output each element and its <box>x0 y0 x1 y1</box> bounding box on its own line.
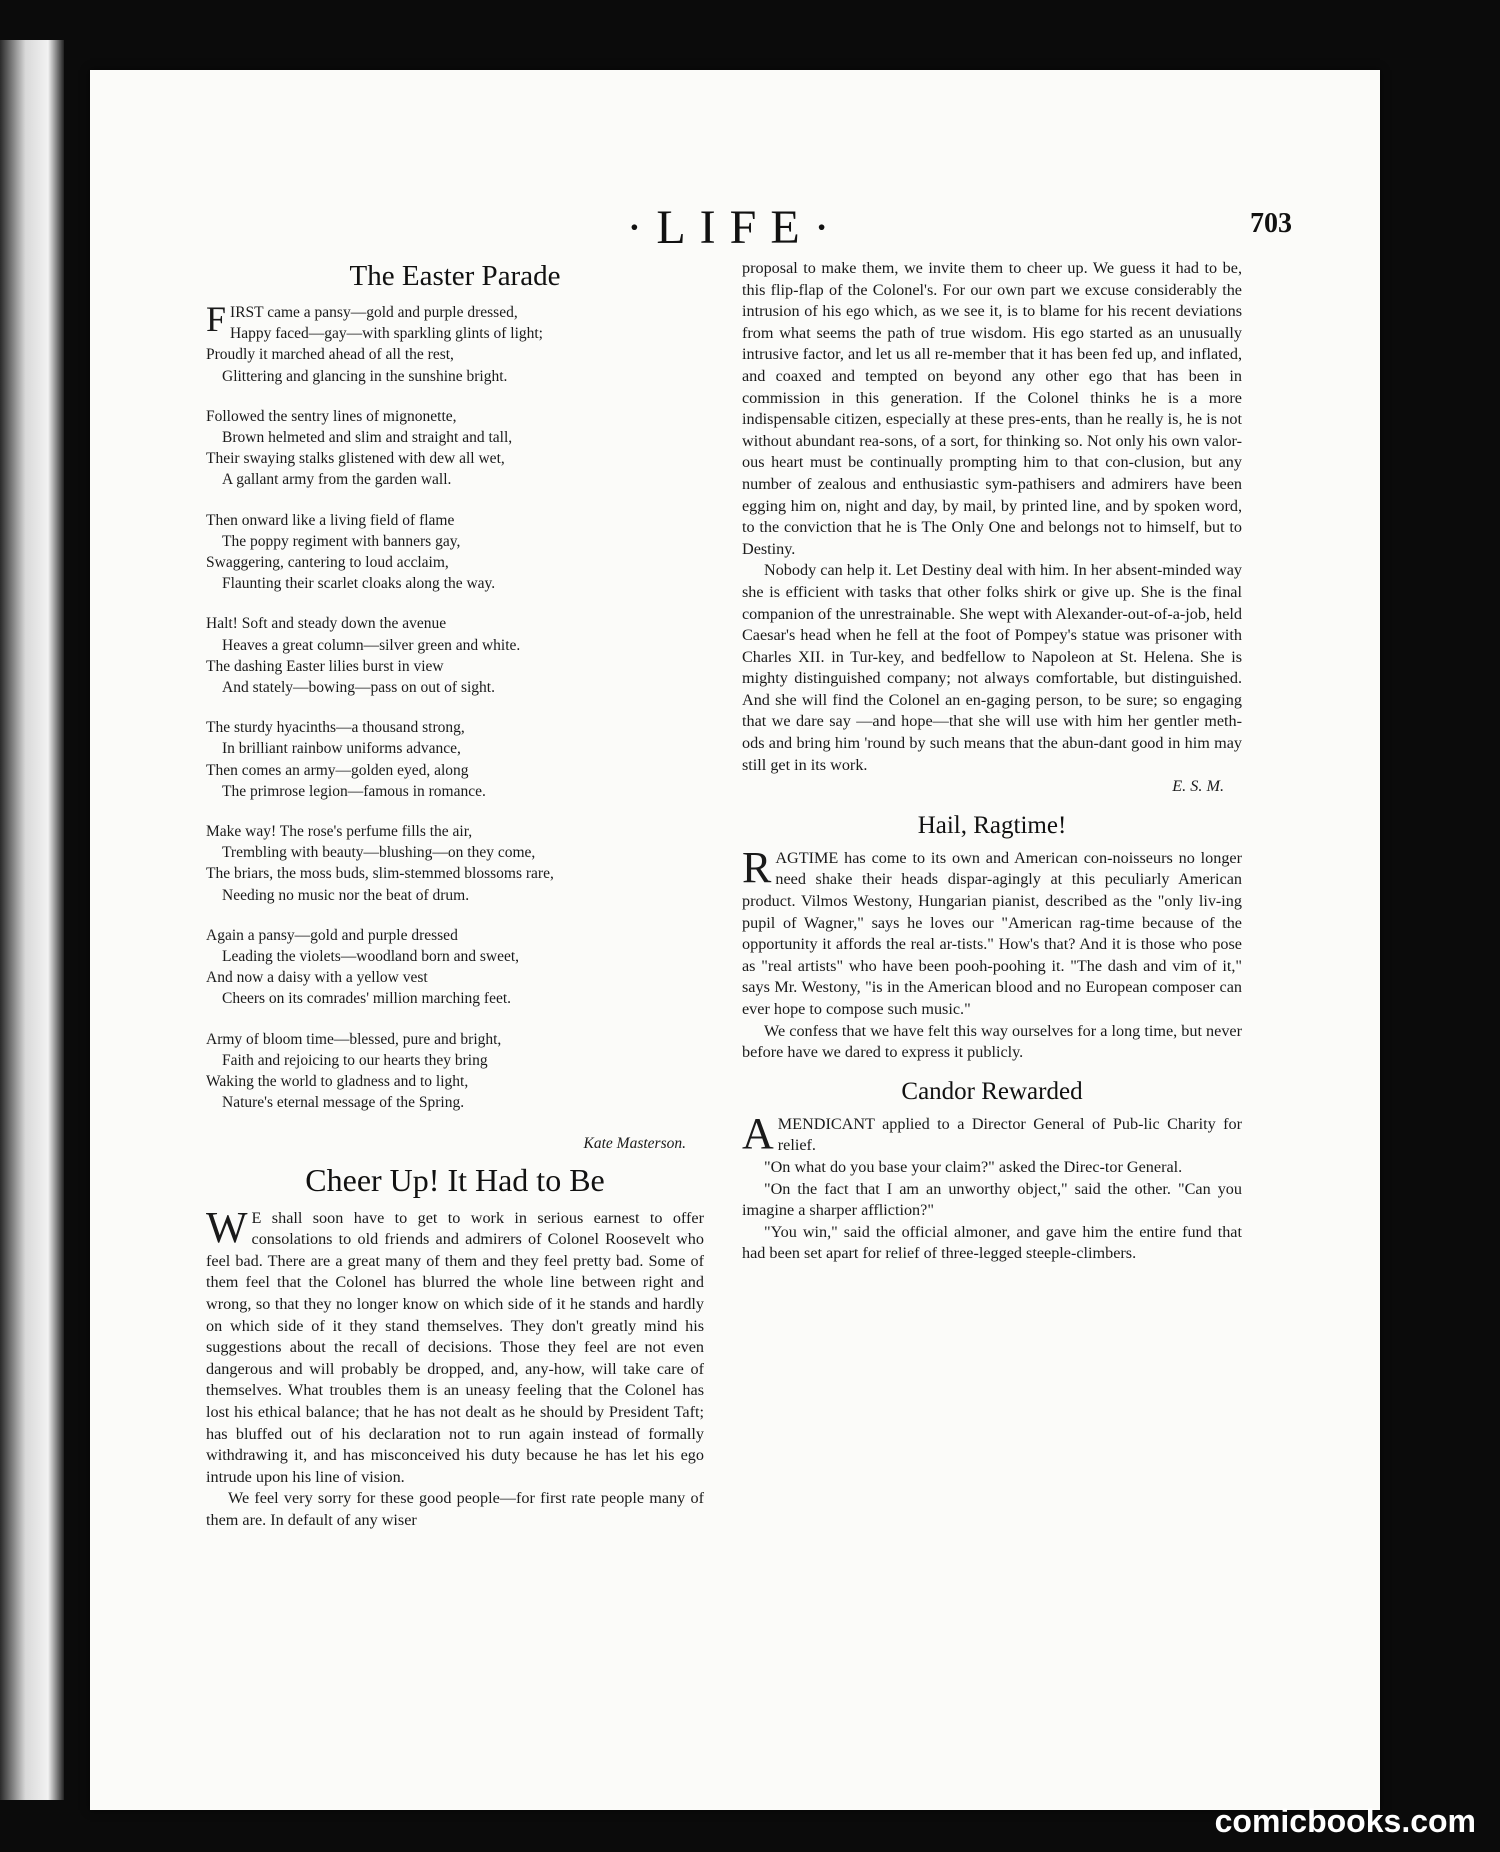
site-watermark: comicbooks.com <box>1214 1803 1476 1839</box>
magazine-title: ·LIFE· <box>626 201 844 254</box>
cheer-up-paragraph-2: We feel very sorry for these good people—for first rate people many of them are. In default of any wiser <box>206 1489 704 1530</box>
ragtime-paragraph-2: We confess that we have felt this way ourselves for a long time, but never before have we dared to express it publicly. <box>742 1021 1242 1062</box>
poem-line: Leading the violets—woodland born and sweet, <box>222 948 520 966</box>
poem-line: Flaunting their scarlet cloaks along the way. <box>222 575 496 593</box>
poem-line: The sturdy hyacinths—a thousand strong, <box>206 719 465 737</box>
candor-paragraph-4: "You win," said the official almoner, and gave him the entire fund that had been set apart for relief of three-legged steeple-climbers. <box>742 1222 1242 1263</box>
poem-line: Halt! Soft and steady down the avenue <box>206 615 447 633</box>
poem-line: Their swaying stalks glistened with dew all wet, <box>206 450 505 468</box>
poem-line: Proudly it marched ahead of all the rest, <box>206 346 454 364</box>
poem-line: Waking the world to gladness and to light, <box>206 1073 469 1091</box>
easter-parade-title: The Easter Parade <box>349 260 561 292</box>
candor-paragraph-3: "On the fact that I am an unworthy object," said the other. "Can you imagine a sharper affliction?" <box>742 1179 1242 1220</box>
cheer-up-paragraph-1: W E shall soon have to get to work in serious earnest to offer consolations to old friends and admirers of Colonel Roosevelt who feel bad. There are a great many of them and they feel pretty bad. Some of them feel that the Colonel has blurred the whole line between right and wrong, so that they no longer know on which side of it he stands and hardly on which side of it they stand themselves. They don't greatly mind his suggestions about the recall of decisions. Those they feel are not even dangerous and will probably be dropped, and, any-how, will take care of themselves. What troubles them is an uneasy feeling that the Colonel has lost his ethical balance; that he has not dealt as he should by President Taft; has bluffed out of his declaration not to run again instead of formally withdrawing it, and has misconceived his duty because he has let his ego intrude upon his line of vision. <box>206 1202 704 1486</box>
poem-stanza <box>206 821 704 906</box>
poem-line: Then comes an army—golden eyed, along <box>206 761 469 779</box>
poem-line: Then onward like a living field of flame <box>206 511 455 529</box>
poem-stanza <box>206 510 704 595</box>
poem-line: Make way! The rose's perfume fills the air, <box>206 823 473 841</box>
poem-stanza <box>206 717 704 802</box>
magazine-page <box>90 70 1380 1810</box>
drop-cap: R <box>742 842 772 892</box>
poem-author: Kate Masterson. <box>583 1134 686 1152</box>
poem-line: Glittering and glancing in the sunshine bright. <box>222 367 508 385</box>
cheer-up-body <box>206 1202 704 1532</box>
ragtime-paragraph-1: RAGTIME has come to its own and American con-noisseurs no longer need shake their heads dispar-agingly at this peculiarly American product. Vilmos Westony, Hungarian pianist, described as the "only liv-ing pupil of Wagner," says he loves our "American rag-time because of the opportunity it affords the real ar-tists." How's that? And it is those who pose as "real artists" who have been pooh-poohing it. "The dash and vim of it," says Mr. Westony, "is in the American blood and no European composer can ever hope to compose such music." <box>742 842 1242 1018</box>
poem-stanza <box>206 1029 704 1114</box>
poem-stanza <box>206 406 704 491</box>
poem-stanza <box>206 299 704 387</box>
poem-line: Cheers on its comrades' million marching feet. <box>222 990 512 1008</box>
cheer-up-title: Cheer Up! It Had to Be <box>305 1161 605 1198</box>
poem-line: The dashing Easter lilies burst in view <box>206 657 444 675</box>
poem-line: Followed the sentry lines of mignonette, <box>206 407 457 425</box>
poem-line: Nature's eternal message of the Spring. <box>222 1094 465 1112</box>
poem-line: In brilliant rainbow uniforms advance, <box>222 740 461 758</box>
poem-line: And now a daisy with a yellow vest <box>206 969 428 987</box>
poem-line: Swaggering, cantering to loud acclaim, <box>206 554 449 572</box>
candor-paragraph-1: AMENDICANT applied to a Director General of Pub-lic Charity for relief. <box>742 1108 1242 1158</box>
poem-line: Army of bloom time—blessed, pure and bright, <box>206 1030 502 1048</box>
easter-parade-poem <box>206 299 704 1114</box>
poem-line: And stately—bowing—pass on out of sight. <box>222 679 495 697</box>
poem-stanza <box>206 613 704 698</box>
candor-paragraph-2: "On what do you base your claim?" asked the Direc-tor General. <box>764 1157 1183 1176</box>
ragtime-title: Hail, Ragtime! <box>917 811 1067 839</box>
poem-line: FIRST came a pansy—gold and purple dressed, <box>206 299 518 339</box>
essay-author: E. S. M. <box>1172 777 1224 796</box>
drop-cap: F <box>206 299 227 339</box>
poem-line: The poppy regiment with banners gay, <box>222 532 461 550</box>
cheer-up-paragraph-4: Nobody can help it. Let Destiny deal with him. In her absent-minded way she is efficient with tasks that other folks shirk or give up. She is the final companion of the unrestrainable. She wept with Alexander-out-of-a-job, held Caesar's head when he fell at the foot of Pompey's statue was prisoner with Charles XII. in Tur-key, and bedfellow to Napoleon at St. Helena. She is mighty distinguished company; not always comfortable, but distinguished. And she will find the Colonel an en-gaging person, to be sure; so engaging that we dare say —and hope—that she will use with him her gentler meth-ods and bring him 'round by such means that the abun-dant good in him may still get in its work. <box>742 561 1242 774</box>
poem-stanza <box>206 925 704 1010</box>
right-column <box>742 258 1242 1265</box>
drop-cap: W <box>206 1202 248 1252</box>
poem-line: Happy faced—gay—with sparkling glints of light; <box>230 325 543 343</box>
poem-line: Needing no music nor the beat of drum. <box>222 886 470 904</box>
poem-line: The primrose legion—famous in romance. <box>222 782 486 800</box>
poem-line: Heaves a great column—silver green and white. <box>222 636 521 654</box>
poem-line: A gallant army from the garden wall. <box>222 471 452 489</box>
poem-line: Brown helmeted and slim and straight and tall, <box>222 429 513 447</box>
poem-line: Trembling with beauty—blushing—on they come, <box>222 844 536 862</box>
poem-line: Again a pansy—gold and purple dressed <box>206 926 458 944</box>
cheer-up-paragraph-3: proposal to make them, we invite them to cheer up. We guess it had to be, this flip-flap of the Colonel's. For our own part we excuse considerably the intrusion of his ego which, as we see it, is to blame for his recent deviations from what seems the path of true wisdom. His ego started as an unusually intrusive factor, and let us all re-member that it has been fed up, and inflated, and coaxed and tempted on beyond any other ego that has been in commission in this generation. If the Colonel thinks he is a more indispensable citizen, especially at these pres-ents, than he really is, he is not without abundant rea-sons, of a sort, for thinking so. Not only his own valor-ous heart must be continually prompting him to that con-clusion, but any number of zealous and enthusiastic sym-pathisers and admirers have been egging him on, night and day, by mail, by printed line, and by spoken word, to the conviction that he is The Only One and belongs not to himself, but to Destiny. <box>742 259 1242 558</box>
page-number: 703 <box>1250 208 1292 239</box>
poem-line: The briars, the moss buds, slim-stemmed blossoms rare, <box>206 865 554 883</box>
left-column <box>206 258 704 1532</box>
drop-cap: A <box>742 1108 774 1158</box>
poem-line: Faith and rejoicing to our hearts they bring <box>222 1051 488 1069</box>
adjacent-page-edge <box>0 40 64 1800</box>
candor-title: Candor Rewarded <box>901 1077 1083 1105</box>
